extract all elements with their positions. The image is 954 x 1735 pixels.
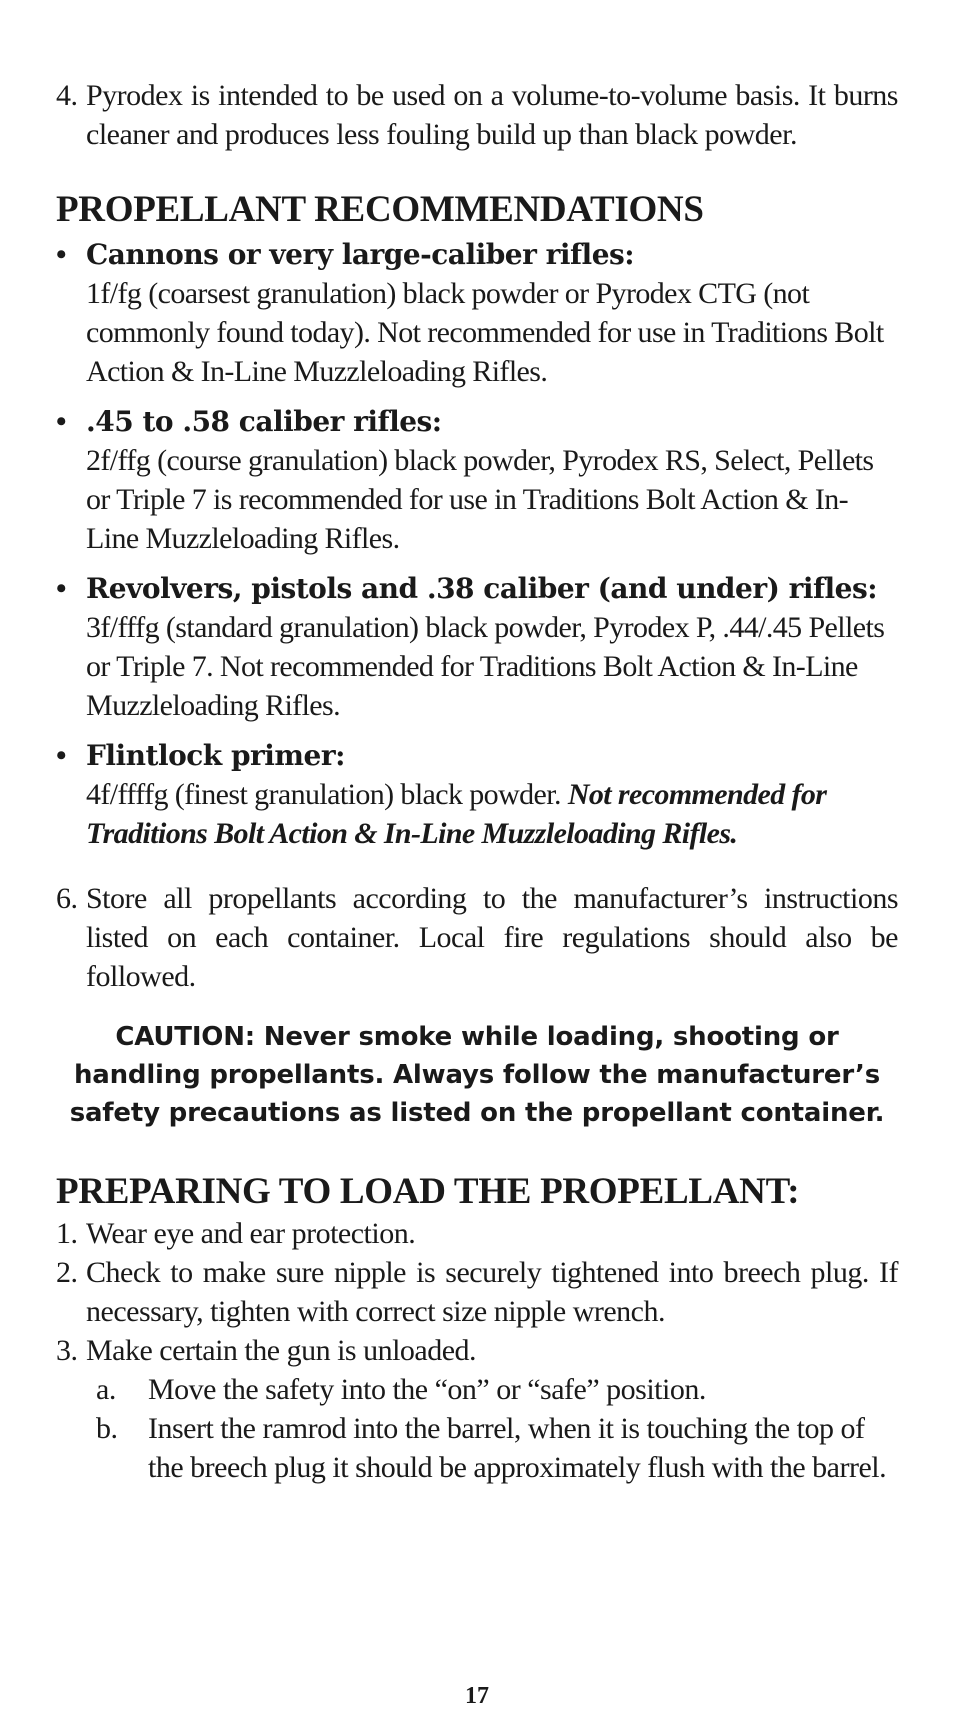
propellant-item-description <box>86 775 898 853</box>
step-item <box>56 1214 898 1253</box>
page-number: 17 <box>465 1683 489 1709</box>
caution-notice <box>56 1018 898 1132</box>
caution-line: handling propellants. Always follow the manufacturer’s <box>73 1060 881 1090</box>
propellant-item-title: .45 to .58 caliber rifles: <box>86 405 442 438</box>
substep-text: Move the safety into the “on” or “safe” position. <box>148 1373 706 1406</box>
propellant-item-cannons <box>56 236 898 391</box>
propellant-item-title: Cannons or very large-caliber rifles: <box>86 238 635 271</box>
step-number: 3. <box>56 1334 78 1367</box>
bullet-glyph: • <box>56 238 67 271</box>
caution-line: safety precautions as listed on the propellant container. <box>69 1098 885 1128</box>
item-text: Pyrodex is intended to be used on a volume-to-volume basis. It burns cleaner and produces less fouling build up than black powder. <box>86 79 898 151</box>
propellant-recommendations-heading: PROPELLANT RECOMMENDATIONS <box>56 189 704 230</box>
substep-item <box>96 1409 898 1487</box>
propellant-item-description: 2f/ffg (course granulation) black powder, Pyrodex RS, Select, Pellets or Triple 7 is recommended for use in Traditions Bolt Action & In-Line Muzzleloading Rifles. <box>86 444 874 555</box>
propellant-item-title: Flintlock primer: <box>86 739 345 772</box>
step-number: 1. <box>56 1217 78 1250</box>
substep-letter: b. <box>96 1412 118 1445</box>
propellant-item-content <box>86 236 898 391</box>
step-item <box>56 1253 898 1331</box>
propellant-item-flintlock-primer <box>56 737 898 853</box>
bullet-glyph: • <box>56 572 67 605</box>
item-number: 6. <box>56 882 78 915</box>
propellant-item-45-58-caliber <box>56 403 898 558</box>
document-page <box>56 76 898 1487</box>
item-number: 4. <box>56 79 78 112</box>
description-text: 4f/ffffg (finest granulation) black powder. <box>86 778 568 811</box>
step-item <box>56 1331 898 1370</box>
caution-line: CAUTION: Never smoke while loading, shooting or <box>115 1022 839 1052</box>
propellant-item-content <box>86 737 898 853</box>
step-text: Check to make sure nipple is securely tightened into breech plug. If necessary, tighten with correct size nipple wrench. <box>86 1256 898 1328</box>
bullet-glyph: • <box>56 405 67 438</box>
numbered-item-4 <box>56 76 898 154</box>
propellant-item-description: 1f/fg (coarsest granulation) black powder or Pyrodex CTG (not commonly found today). Not recommended for use in Traditions Bolt Action & In-Line Muzzleloading Rifles. <box>86 277 884 388</box>
propellant-list <box>56 236 898 853</box>
propellant-item-content <box>86 570 898 725</box>
emphasis-text: Not recommended for Traditions Bolt Action & In-Line Muzzleloading Rifles. <box>86 778 827 850</box>
propellant-item-title: Revolvers, pistols and .38 caliber (and under) rifles: <box>86 572 878 605</box>
step-number: 2. <box>56 1256 78 1289</box>
step-text: Make certain the gun is unloaded. <box>86 1334 477 1367</box>
propellant-item-content <box>86 403 898 558</box>
propellant-item-revolvers <box>56 570 898 725</box>
item-text: Store all propellants according to the manufacturer’s instructions listed on each container. Local fire regulations should also be followed. <box>86 882 898 993</box>
bullet-glyph: • <box>56 739 67 772</box>
propellant-item-description: 3f/fffg (standard granulation) black powder, Pyrodex P, .44/.45 Pellets or Triple 7. Not recommended for Traditions Bolt Action & In-Line Muzzleloading Rifles. <box>86 611 885 722</box>
step-text: Wear eye and ear protection. <box>86 1217 416 1250</box>
substep-text: Insert the ramrod into the barrel, when it is touching the top of the breech plug it should be approximately flush with the barrel. <box>148 1412 887 1484</box>
preparing-steps-list <box>56 1214 898 1487</box>
preparing-to-load-heading: PREPARING TO LOAD THE PROPELLANT: <box>56 1171 800 1212</box>
substep-letter: a. <box>96 1373 116 1406</box>
numbered-item-6 <box>56 879 898 996</box>
substep-item <box>96 1370 898 1409</box>
